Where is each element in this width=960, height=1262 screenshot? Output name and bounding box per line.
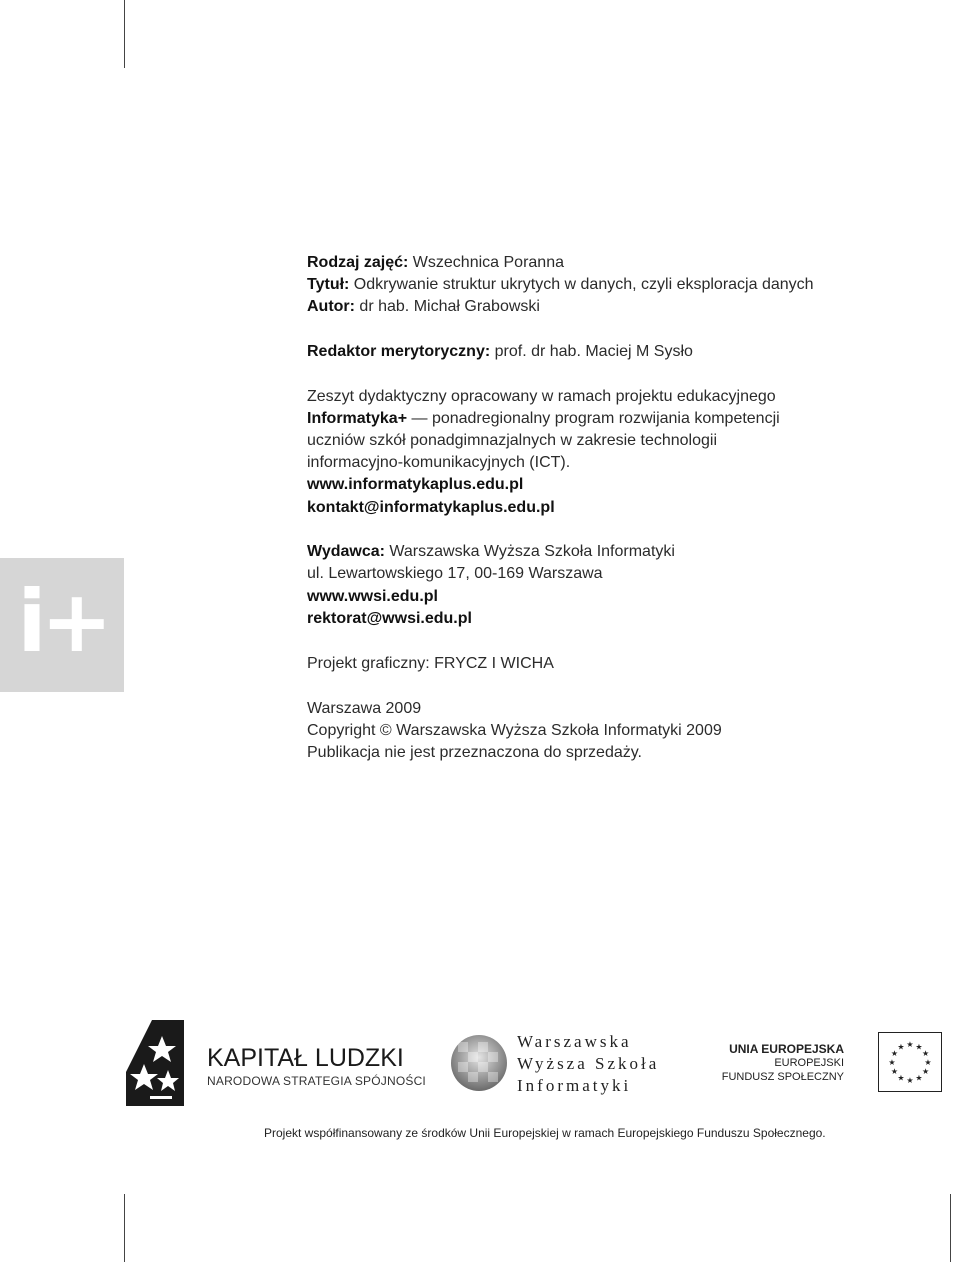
eu-star-icon: ★ <box>890 1067 898 1076</box>
redaktor-value: prof. dr hab. Maciej M Sysło <box>490 343 693 360</box>
kapital-ludzki-logo <box>124 1018 426 1110</box>
publisher-name: Warszawska Wyższa Szkoła Informatyki <box>384 543 675 560</box>
eu-star-icon: ★ <box>888 1058 896 1067</box>
project-line-2 <box>307 408 780 430</box>
tytul-value: Odkrywanie struktur ukrytych w danych, czyli eksploracja danych <box>349 276 814 293</box>
autor-row <box>307 296 540 318</box>
cofinancing-note: Projekt współfinansowany ze środków Unii Europejskiej w ramach Europejskiego Funduszu Społecznego. <box>264 1126 826 1140</box>
tytul-row <box>307 274 814 296</box>
project-line-3: uczniów szkół ponadgimnazjalnych w zakresie technologii <box>307 432 717 449</box>
eu-star-icon: ★ <box>906 1076 914 1085</box>
kapital-ludzki-title: KAPITAŁ LUDZKI <box>207 1044 404 1072</box>
wwsi-line-2: Wyższa Szkoła <box>517 1054 660 1073</box>
trim-mark-bottom-right-v <box>950 1194 951 1262</box>
publisher-address: ul. Lewartowskiego 17, 00-169 Warszawa <box>307 565 603 582</box>
project-line-2-rest: — ponadregionalny program rozwijania kompetencji <box>407 410 780 427</box>
trim-mark-bottom-v <box>124 1194 125 1262</box>
eu-star-icon: ★ <box>915 1073 923 1083</box>
eu-star-icon: ★ <box>915 1042 923 1052</box>
project-line-4: informacyjno-komunikacyjnych (ICT). <box>307 454 571 471</box>
eu-star-icon: ★ <box>924 1058 932 1067</box>
project-brand: Informatyka+ <box>307 410 408 427</box>
autor-value: dr hab. Michał Grabowski <box>354 298 540 315</box>
eu-star-icon: ★ <box>906 1040 914 1049</box>
publisher-email-link[interactable]: rektorat@wwsi.edu.pl <box>307 610 472 627</box>
redaktor-label: Redaktor merytoryczny: <box>307 343 491 360</box>
rodzaj-value: Wszechnica Poranna <box>408 254 564 271</box>
wwsi-line-1: Warszawska <box>517 1032 632 1051</box>
not-for-sale-line: Publikacja nie jest przeznaczona do sprzedaży. <box>307 744 642 761</box>
side-tab-text: i+ <box>17 572 107 672</box>
wwsi-emblem-icon <box>450 1034 508 1092</box>
copyright-line: Copyright © Warszawska Wyższa Szkoła Informatyki 2009 <box>307 722 722 739</box>
eu-star-icon: ★ <box>897 1042 905 1052</box>
wwsi-line-3: Informatyki <box>517 1076 632 1095</box>
publisher-label: Wydawca: <box>307 543 385 560</box>
project-email-link[interactable]: kontakt@informatykaplus.edu.pl <box>307 499 555 516</box>
eu-line-2: EUROPEJSKI <box>774 1057 844 1069</box>
eu-line-3: FUNDUSZ SPOŁECZNY <box>721 1071 844 1083</box>
publisher-row <box>307 541 675 563</box>
eu-flag-icon <box>878 1032 942 1092</box>
eu-star-icon: ★ <box>897 1073 905 1083</box>
project-line-1: Zeszyt dydaktyczny opracowany w ramach projektu edukacyjnego <box>307 388 776 405</box>
rodzaj-label: Rodzaj zajęć: <box>307 254 409 271</box>
wwsi-logo <box>450 1030 670 1096</box>
eu-star-icon: ★ <box>922 1049 930 1058</box>
redaktor-row <box>307 341 693 363</box>
kapital-ludzki-subtitle: NARODOWA STRATEGIA SPÓJNOŚCI <box>207 1074 426 1088</box>
design-credit: Projekt graficzny: FRYCZ I WICHA <box>307 655 554 672</box>
project-website-link[interactable]: www.informatykaplus.edu.pl <box>307 476 524 493</box>
place-year: Warszawa 2009 <box>307 700 422 717</box>
eu-logo <box>718 1032 948 1092</box>
eu-star-icon: ★ <box>890 1049 898 1058</box>
kapital-ludzki-emblem-icon <box>124 1018 188 1110</box>
tytul-label: Tytuł: <box>307 276 350 293</box>
trim-mark-top-v <box>124 0 125 68</box>
eu-star-icon: ★ <box>922 1067 930 1076</box>
eu-line-1: UNIA EUROPEJSKA <box>729 1042 844 1056</box>
side-tab-logo <box>0 558 124 692</box>
autor-label: Autor: <box>307 298 355 315</box>
publisher-website-link[interactable]: www.wwsi.edu.pl <box>307 588 438 605</box>
rodzaj-row <box>307 252 564 274</box>
